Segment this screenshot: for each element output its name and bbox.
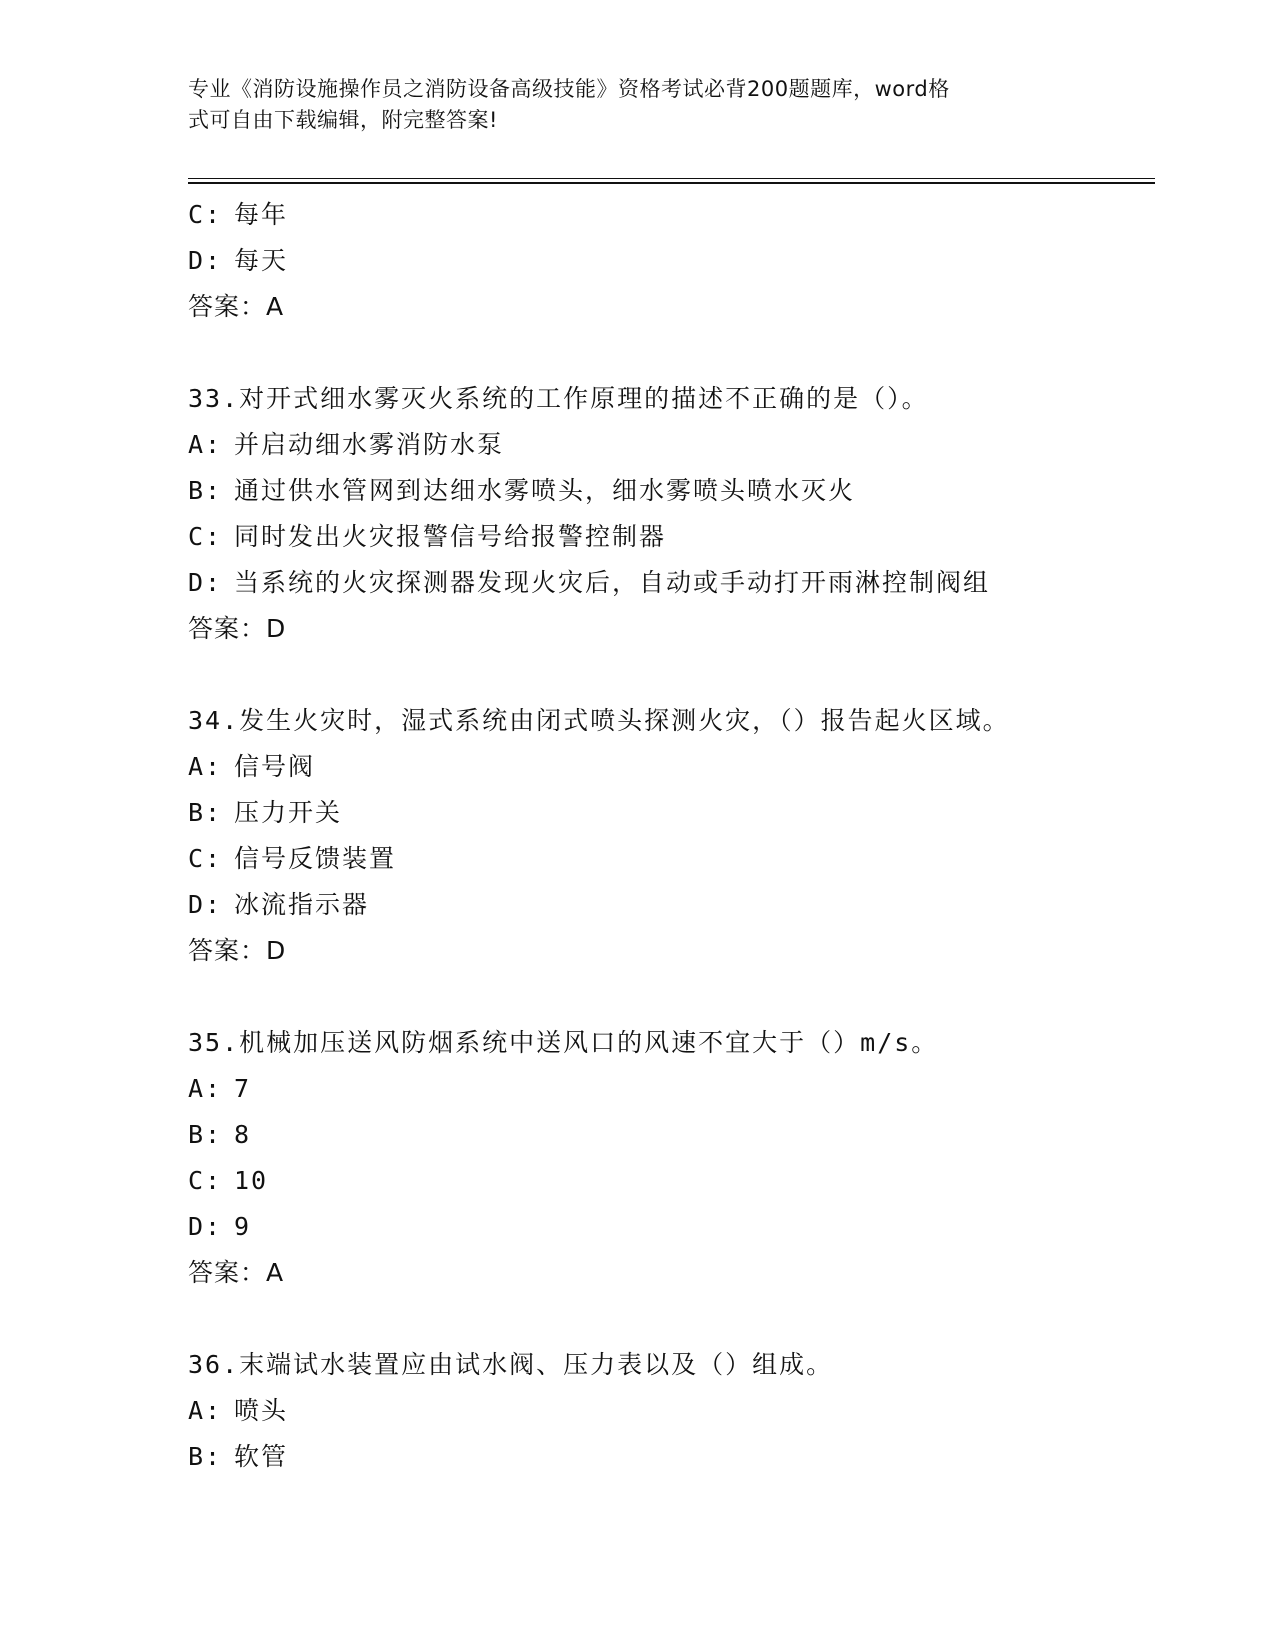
header-line-2: 式可自由下载编辑，附完整答案! <box>188 108 498 132</box>
option-line <box>188 1066 1148 1112</box>
question-stem: 34.发生火灾时，湿式系统由闭式喷头探测火灾，（）报告起火区域。 <box>188 706 1010 735</box>
option-label: C: <box>188 200 223 229</box>
question-stem: 36.末端试水装置应由试水阀、压力表以及（）组成。 <box>188 1350 834 1379</box>
option-text: 每年 <box>234 200 289 229</box>
option-label: C: <box>188 844 223 873</box>
answer-line: 答案：D <box>188 614 287 643</box>
option-label: B: <box>188 476 223 505</box>
option-label: B: <box>188 1120 223 1149</box>
option-line <box>188 882 1148 928</box>
spacer <box>188 652 1148 698</box>
option-line <box>188 836 1148 882</box>
option-line <box>188 1388 1148 1434</box>
option-line <box>188 514 1148 560</box>
question-stem: 35.机械加压送风防烟系统中送风口的风速不宜大于（）m/s。 <box>188 1028 939 1057</box>
question-stem: 33.对开式细水雾灭火系统的工作原理的描述不正确的是（）。 <box>188 384 929 413</box>
option-line <box>188 192 1148 238</box>
option-line <box>188 1158 1148 1204</box>
option-text: 7 <box>234 1074 252 1103</box>
spacer <box>188 1296 1148 1342</box>
question-33 <box>188 376 1148 652</box>
header-line-1: 专业《消防设施操作员之消防设备高级技能》资格考试必背200题题库，word格 <box>188 77 950 101</box>
option-label: B: <box>188 798 223 827</box>
option-line <box>188 238 1148 284</box>
question-34 <box>188 698 1148 974</box>
option-label: A: <box>188 1396 223 1425</box>
option-text: 同时发出火灾报警信号给报警控制器 <box>234 522 667 551</box>
option-label: A: <box>188 1074 223 1103</box>
option-text: 并启动细水雾消防水泵 <box>234 430 505 459</box>
option-text: 软管 <box>234 1442 289 1471</box>
header-divider-thick <box>188 182 1155 184</box>
header-divider-thin <box>188 178 1155 179</box>
option-line <box>188 744 1148 790</box>
spacer <box>188 974 1148 1020</box>
question-list <box>188 192 1148 1480</box>
spacer <box>188 330 1148 376</box>
question-35 <box>188 1020 1148 1296</box>
option-line <box>188 790 1148 836</box>
option-text: 通过供水管网到达细水雾喷头，细水雾喷头喷水灭火 <box>234 476 856 505</box>
option-text: 冰流指示器 <box>234 890 370 919</box>
option-line <box>188 1112 1148 1158</box>
answer-line: 答案：D <box>188 936 287 965</box>
question-36 <box>188 1342 1148 1480</box>
option-line <box>188 1434 1148 1480</box>
option-label: C: <box>188 522 223 551</box>
document-header <box>188 74 1088 136</box>
option-text: 8 <box>234 1120 252 1149</box>
option-text: 压力开关 <box>234 798 343 827</box>
option-text: 喷头 <box>234 1396 289 1425</box>
answer-line: 答案：A <box>188 292 285 321</box>
option-text: 每天 <box>234 246 289 275</box>
option-label: C: <box>188 1166 223 1195</box>
option-label: D: <box>188 890 223 919</box>
option-label: A: <box>188 430 223 459</box>
option-text: 信号阀 <box>234 752 316 781</box>
option-text: 9 <box>234 1212 252 1241</box>
option-text: 当系统的火灾探测器发现火灾后，自动或手动打开雨淋控制阀组 <box>234 568 991 597</box>
option-line <box>188 560 1148 606</box>
option-text: 信号反馈装置 <box>234 844 397 873</box>
option-label: A: <box>188 752 223 781</box>
option-label: D: <box>188 246 223 275</box>
option-line <box>188 468 1148 514</box>
option-label: D: <box>188 568 223 597</box>
question-32-continuation <box>188 192 1148 330</box>
option-text: 10 <box>234 1166 269 1195</box>
option-line <box>188 1204 1148 1250</box>
option-label: B: <box>188 1442 223 1471</box>
option-label: D: <box>188 1212 223 1241</box>
answer-line: 答案：A <box>188 1258 285 1287</box>
option-line <box>188 422 1148 468</box>
